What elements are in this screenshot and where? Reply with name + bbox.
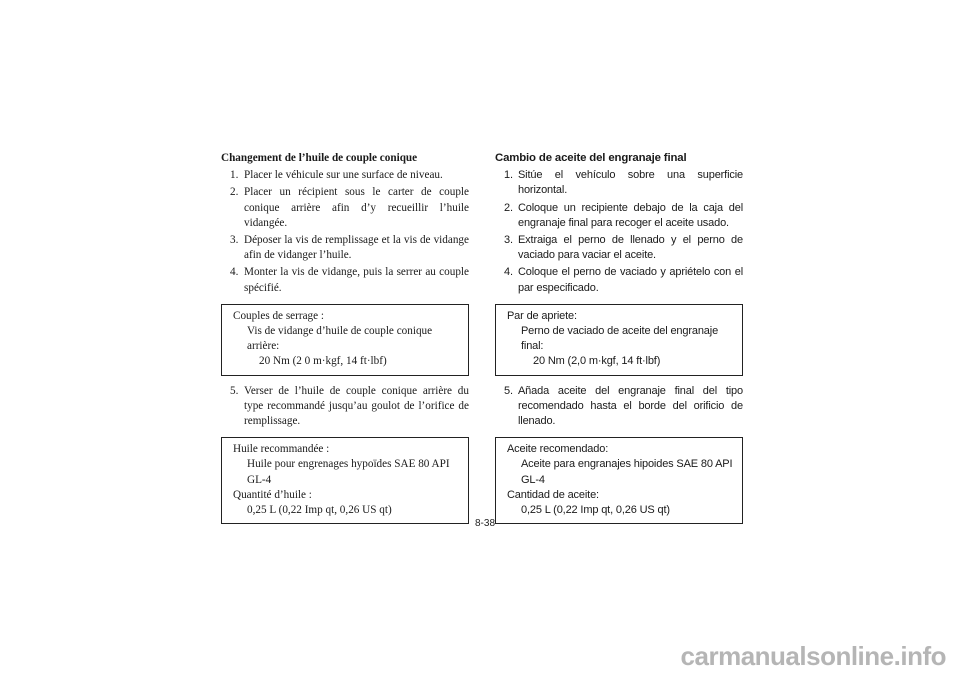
step-number: 1. bbox=[230, 169, 239, 182]
oil-type-line2-es: GL-4 bbox=[521, 473, 545, 486]
step-text: Extraiga el perno de llenado y el perno de vaciado para vaciar el aceite. bbox=[518, 234, 743, 262]
step-text: Monter la vis de vidange, puis la serrer au couple spécifié. bbox=[244, 266, 469, 294]
page-number: 8-38 bbox=[474, 518, 495, 529]
oil-box-es bbox=[495, 437, 743, 524]
step-text: Coloque el perno de vaciado y apriételo con el par especificado. bbox=[518, 266, 743, 294]
step-2-fr bbox=[221, 185, 469, 231]
watermark: carmanualsonline.info bbox=[680, 641, 946, 671]
step-number: 4. bbox=[504, 266, 513, 279]
torque-heading-fr: Couples de serrage : bbox=[233, 309, 325, 322]
oil-heading-fr: Huile recommandée : bbox=[233, 443, 330, 456]
step-4-es bbox=[495, 265, 743, 295]
step-number: 4. bbox=[230, 266, 239, 279]
french-column bbox=[221, 151, 469, 532]
steps-list-es-2 bbox=[495, 384, 743, 430]
step-number: 3. bbox=[230, 234, 239, 247]
step-4-fr bbox=[221, 265, 469, 295]
step-number: 5. bbox=[230, 384, 239, 397]
section-title-es: Cambio de aceite del engranaje final bbox=[495, 152, 687, 164]
step-text: Añada aceite del engranaje final del tipo recomendado hasta el borde del orificio de llenado. bbox=[518, 384, 743, 428]
step-2-es bbox=[495, 201, 743, 231]
torque-value-es: 20 Nm (2,0 m·kgf, 14 ft·lbf) bbox=[533, 355, 661, 368]
step-text: Coloque un recipiente debajo de la caja del engranaje final para recoger el aceite usado. bbox=[518, 201, 743, 229]
step-5-es bbox=[495, 384, 743, 430]
torque-box-fr bbox=[221, 304, 469, 376]
step-3-es bbox=[495, 233, 743, 263]
step-number: 2. bbox=[230, 186, 239, 199]
quantity-value-fr: 0,25 L (0,22 Imp qt, 0,26 US qt) bbox=[247, 504, 392, 517]
step-3-fr bbox=[221, 233, 469, 263]
torque-box-es bbox=[495, 304, 743, 376]
step-5-fr bbox=[221, 384, 469, 430]
step-number: 2. bbox=[504, 201, 513, 214]
step-number: 1. bbox=[504, 169, 513, 182]
step-text: Verser de l’huile de couple conique arrière du type recommandé jusqu’au goulot de l’orifice de remplissage. bbox=[244, 384, 469, 428]
torque-item-fr: Vis de vidange d’huile de couple conique arrière: bbox=[247, 325, 433, 353]
torque-heading-es: Par de apriete: bbox=[507, 309, 577, 322]
step-text: Sitúe el vehículo sobre una superficie horizontal. bbox=[518, 169, 743, 197]
step-1-fr bbox=[221, 168, 469, 183]
torque-value-fr: 20 Nm (2 0 m·kgf, 14 ft·lbf) bbox=[259, 355, 387, 368]
steps-list-es bbox=[495, 168, 743, 296]
step-number: 3. bbox=[504, 234, 513, 247]
torque-item-es: Perno de vaciado de aceite del engranaje final: bbox=[521, 325, 719, 353]
step-1-es bbox=[495, 168, 743, 198]
step-text: Déposer la vis de remplissage et la vis de vidange afin de vidanger l’huile. bbox=[244, 234, 469, 262]
step-number: 5. bbox=[504, 384, 513, 397]
quantity-heading-es: Cantidad de aceite: bbox=[507, 488, 599, 501]
oil-type-line2-fr: GL-4 bbox=[247, 473, 272, 486]
step-text: Placer un récipient sous le carter de couple conique arrière afin d’y recueillir l’huile vidangée. bbox=[244, 186, 469, 229]
oil-box-fr bbox=[221, 437, 469, 524]
step-text: Placer le véhicule sur une surface de niveau. bbox=[244, 169, 443, 182]
oil-type-line1-fr: Huile pour engrenages hypoïdes SAE 80 API bbox=[247, 458, 450, 471]
oil-heading-es: Aceite recomendado: bbox=[507, 443, 609, 456]
quantity-value-es: 0,25 L (0,22 Imp qt, 0,26 US qt) bbox=[521, 504, 670, 517]
spanish-column bbox=[495, 151, 743, 532]
oil-type-line1-es: Aceite para engranajes hipoides SAE 80 API bbox=[521, 458, 733, 471]
steps-list-fr bbox=[221, 168, 469, 296]
steps-list-fr-2 bbox=[221, 384, 469, 430]
quantity-heading-fr: Quantité d’huile : bbox=[233, 488, 312, 501]
section-title-fr: Changement de l’huile de couple conique bbox=[221, 152, 418, 164]
